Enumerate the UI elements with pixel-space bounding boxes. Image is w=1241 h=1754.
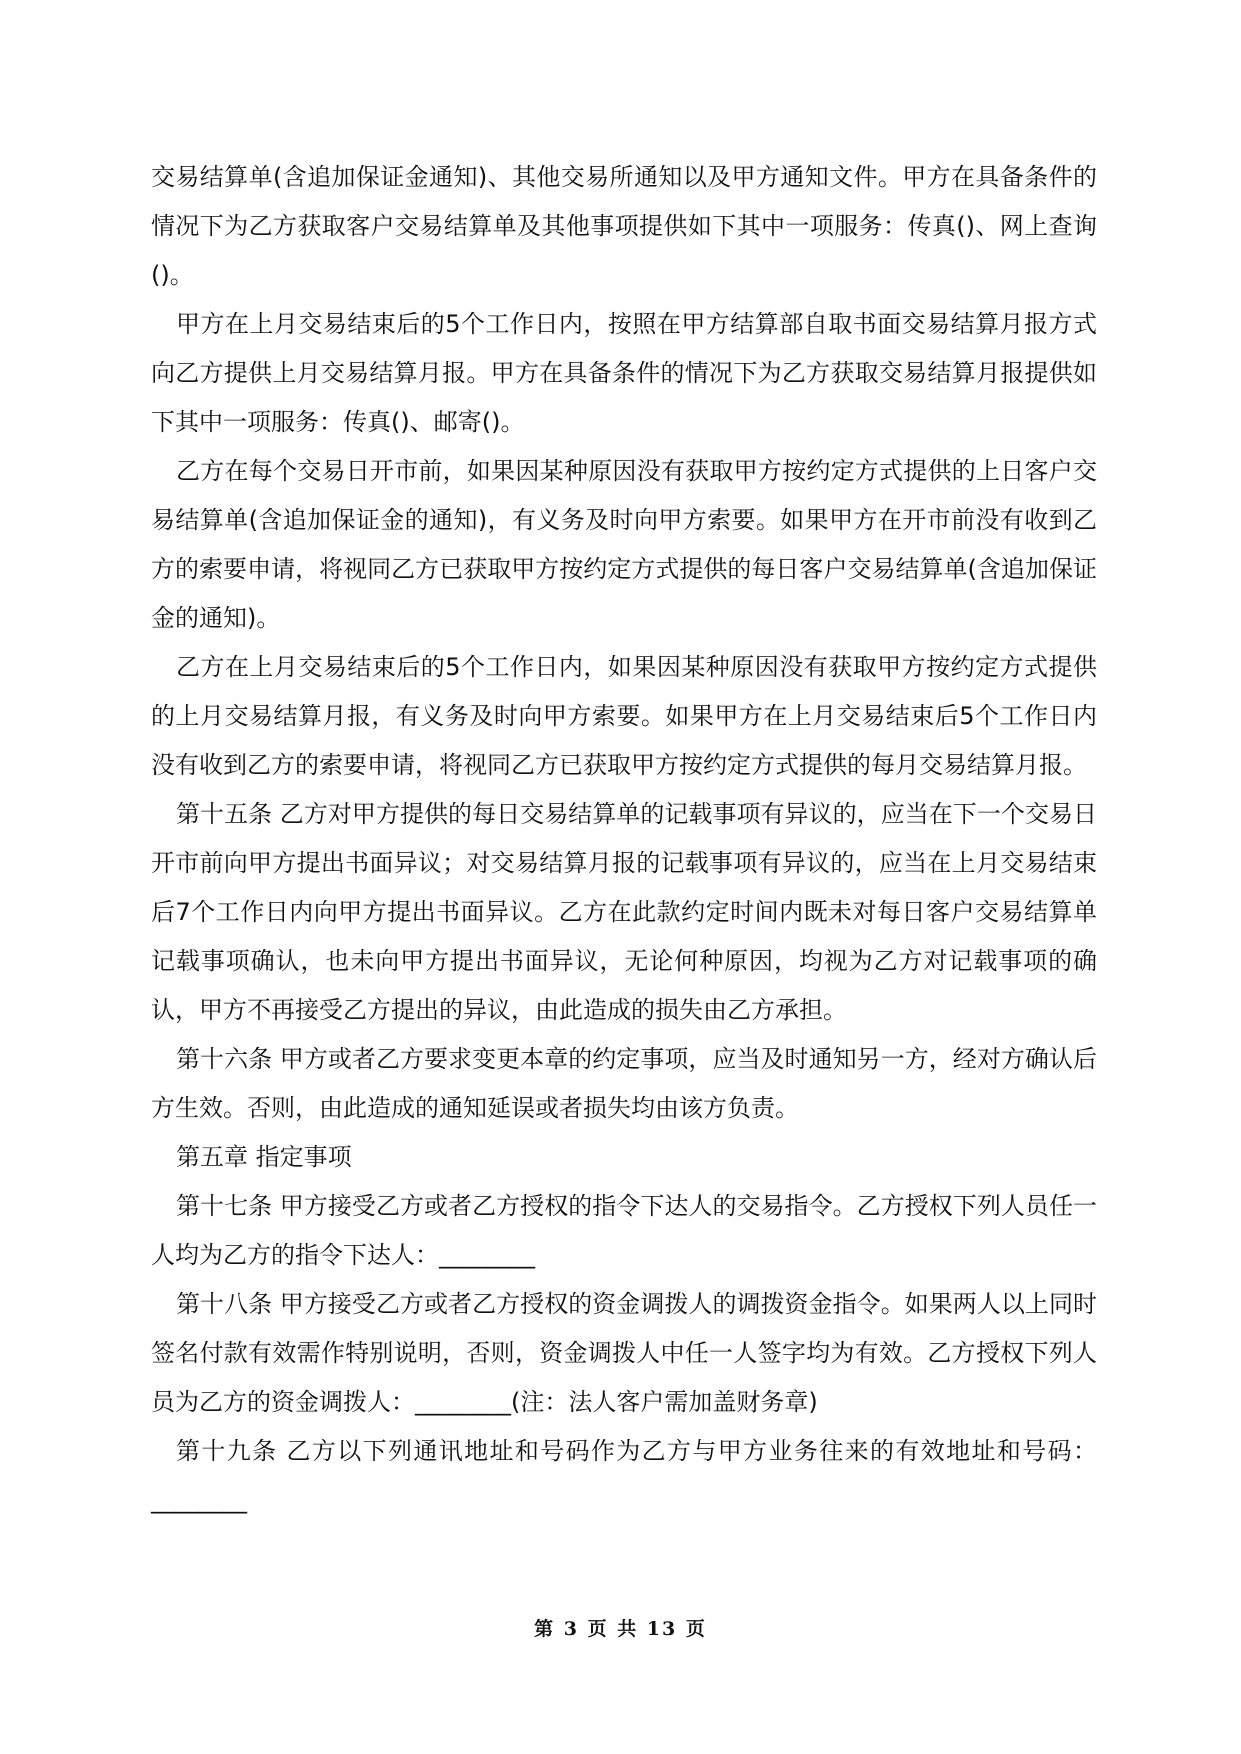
article-18: 第十八条 甲方接受乙方或者乙方授权的资金调拨人的调拨资金指令。如果两人以上同时签名付款有效需作特别说明，否则，资金调拨人中任一人签字均为有效。乙方授权下列人员为乙方的资金调拨人：________(注：法人客户需加盖财务章) xyxy=(151,1290,1097,1416)
paragraph-monthly-report: 甲方在上月交易结束后的5个工作日内，按照在甲方结算部自取书面交易结算月报方式向乙方提供上月交易结算月报。甲方在具备条件的情况下为乙方获取交易结算月报提供如下其中一项服务：传真()、邮寄()。 xyxy=(151,310,1097,436)
paragraph-trade-statement-continued: 交易结算单(含追加保证金通知)、其他交易所通知以及甲方通知文件。甲方在具备条件的情况下为乙方获取客户交易结算单及其他事项提供如下其中一项服务：传真()、网上查询()。 xyxy=(151,163,1097,289)
paragraph-monthly-report-request: 乙方在上月交易结束后的5个工作日内，如果因某种原因没有获取甲方按约定方式提供的上月交易结算月报，有义务及时向甲方索要。如果甲方在上月交易结束后5个工作日内没有收到乙方的索要申请，将视同乙方已获取甲方按约定方式提供的每月交易结算月报。 xyxy=(151,653,1097,779)
chapter-5-heading: 第五章 指定事项 xyxy=(176,1143,352,1171)
document-body xyxy=(151,153,1097,1525)
article-19: 第十九条 乙方以下列通讯地址和号码作为乙方与甲方业务往来的有效地址和号码：________ xyxy=(151,1437,1097,1514)
page-number-footer: 第 3 页 共 13 页 xyxy=(534,1618,707,1640)
paragraph-daily-statement-request: 乙方在每个交易日开市前，如果因某种原因没有获取甲方按约定方式提供的上日客户交易结算单(含追加保证金的通知)，有义务及时向甲方索要。如果甲方在开市前没有收到乙方的索要申请，将视同乙方已获取甲方按约定方式提供的每日客户交易结算单(含追加保证金的通知)。 xyxy=(151,457,1097,632)
article-17: 第十七条 甲方接受乙方或者乙方授权的指令下达人的交易指令。乙方授权下列人员任一人均为乙方的指令下达人：________ xyxy=(151,1192,1097,1269)
article-16: 第十六条 甲方或者乙方要求变更本章的约定事项，应当及时通知另一方，经对方确认后方生效。否则，由此造成的通知延误或者损失均由该方负责。 xyxy=(151,1045,1097,1122)
article-15: 第十五条 乙方对甲方提供的每日交易结算单的记载事项有异议的，应当在下一个交易日开市前向甲方提出书面异议；对交易结算月报的记载事项有异议的，应当在上月交易结束后7个工作日内向甲方提出书面异议。乙方在此款约定时间内既未对每日客户交易结算单记载事项确认，也未向甲方提出书面异议，无论何种原因，均视为乙方对记载事项的确认，甲方不再接受乙方提出的异议，由此造成的损失由乙方承担。 xyxy=(151,800,1097,1024)
